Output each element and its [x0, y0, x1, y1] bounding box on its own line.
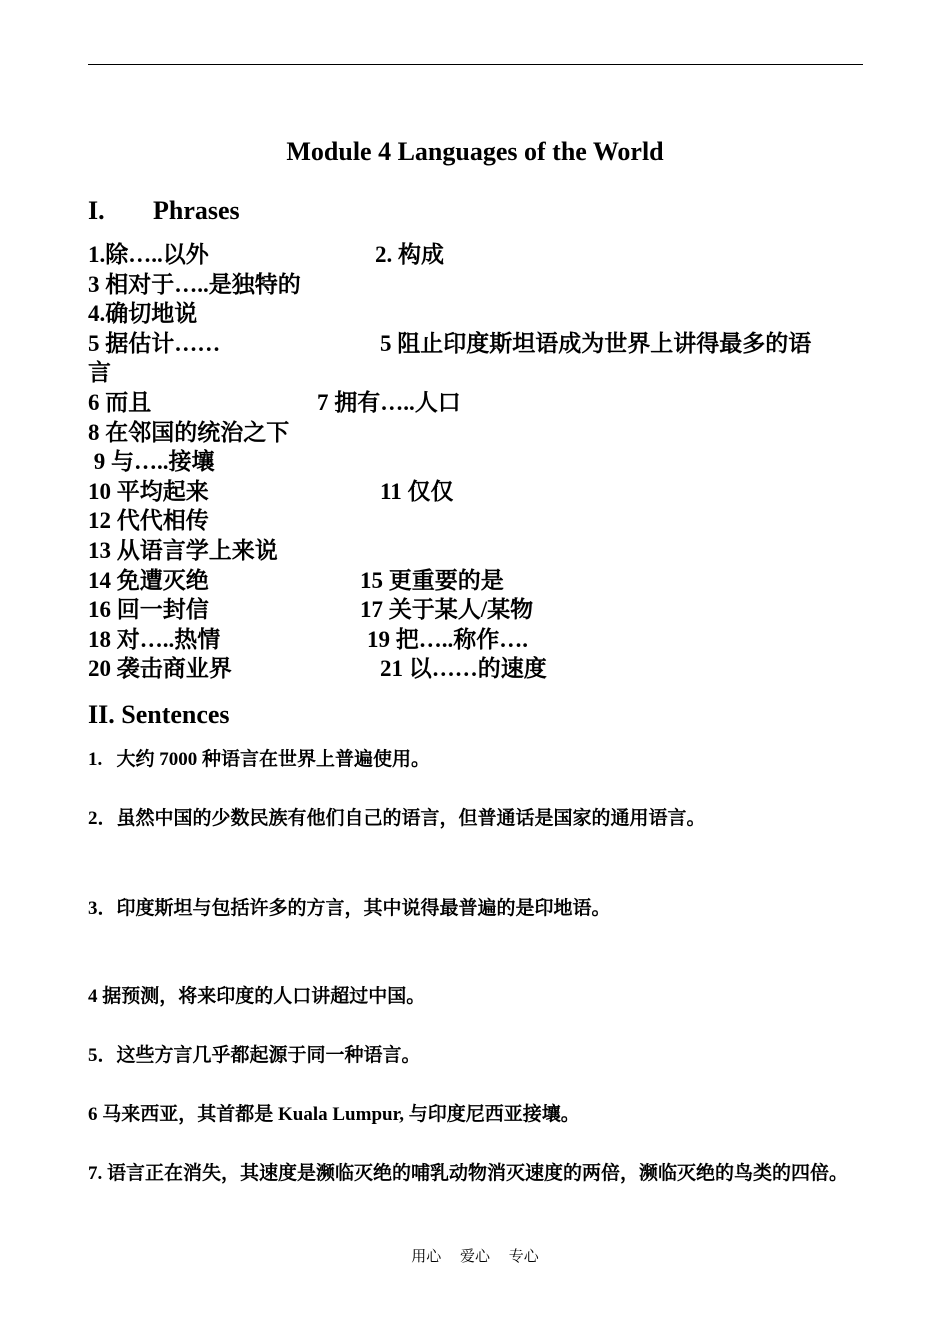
phrase-item: 21 以……的速度	[380, 656, 547, 682]
phrase-row	[88, 447, 868, 477]
phrase-row	[88, 506, 868, 536]
phrase-row	[88, 418, 868, 448]
phrase-row	[88, 358, 868, 388]
phrase-item: 19 把…..称作….	[367, 626, 528, 652]
phrase-row	[88, 477, 868, 507]
sentence-item: 4 据预测，将来印度的人口讲超过中国。	[88, 986, 426, 1007]
section-label: Phrases	[153, 196, 240, 225]
section-heading-sentences: II. Sentences	[88, 700, 230, 729]
phrase-row	[88, 240, 868, 270]
sentence-item: 6 马来西亚，其首都是 Kuala Lumpur, 与印度尼西亚接壤。	[88, 1104, 580, 1125]
phrase-item: 13 从语言学上来说	[88, 537, 278, 563]
phrase-item: 10 平均起来	[88, 478, 209, 504]
phrase-row	[88, 595, 868, 625]
page-title: Module 4 Languages of the World	[286, 137, 664, 166]
phrase-row	[88, 566, 868, 596]
phrase-row	[88, 625, 868, 655]
phrase-row	[88, 654, 868, 684]
phrase-item: 18 对…..热情	[88, 626, 221, 652]
sentence-item: 7. 语言正在消失，其速度是濒临灭绝的哺乳动物消灭速度的两倍，濒临灭绝的鸟类的四倍。	[88, 1163, 849, 1184]
phrase-row	[88, 299, 868, 329]
phrase-item: 17 关于某人/某物	[360, 597, 534, 623]
phrase-item: 20 袭击商业界	[88, 656, 232, 682]
phrase-item: 15 更重要的是	[360, 567, 504, 593]
phrase-item: 2. 构成	[375, 242, 444, 267]
phrase-item: 9 与…..接壤	[88, 449, 215, 475]
sentence-item: 5．这些方言几乎都起源于同一种语言。	[88, 1045, 421, 1066]
phrase-item: 4.确切地说	[88, 301, 198, 327]
sentence-item: 2．虽然中国的少数民族有他们自己的语言，但普通话是国家的通用语言。	[88, 808, 706, 829]
section-heading-phrases	[88, 194, 240, 228]
phrase-row	[88, 536, 868, 566]
phrase-item: 12 代代相传	[88, 508, 209, 534]
header-rule	[88, 64, 863, 65]
section-number: I.	[88, 196, 105, 225]
phrase-item: 8 在邻国的统治之下	[88, 419, 290, 445]
phrase-item: 7 拥有…..人口	[317, 389, 461, 415]
phrase-item-continued: 言	[88, 360, 111, 386]
phrase-item: 16 回一封信	[88, 597, 209, 623]
phrase-item: 14 免遭灭绝	[88, 567, 209, 593]
phrase-row	[88, 388, 868, 418]
phrase-item: 5 阻止印度斯坦语成为世界上讲得最多的语	[380, 330, 812, 356]
phrase-item: 5 据估计……	[88, 330, 221, 356]
phrase-item: 1.除…..以外	[88, 242, 209, 267]
sentence-item: 1. 大约 7000 种语言在世界上普遍使用。	[88, 749, 431, 770]
phrase-row	[88, 329, 868, 359]
page-footer: 用心 爱心 专心	[411, 1247, 539, 1265]
phrase-list	[88, 240, 868, 684]
phrase-item: 6 而且	[88, 389, 152, 415]
sentence-item: 3．印度斯坦与包括许多的方言，其中说得最普遍的是印地语。	[88, 898, 611, 919]
phrase-item: 3 相对于…..是独特的	[88, 271, 301, 297]
phrase-row	[88, 270, 868, 300]
phrase-item: 11 仅仅	[380, 478, 454, 504]
